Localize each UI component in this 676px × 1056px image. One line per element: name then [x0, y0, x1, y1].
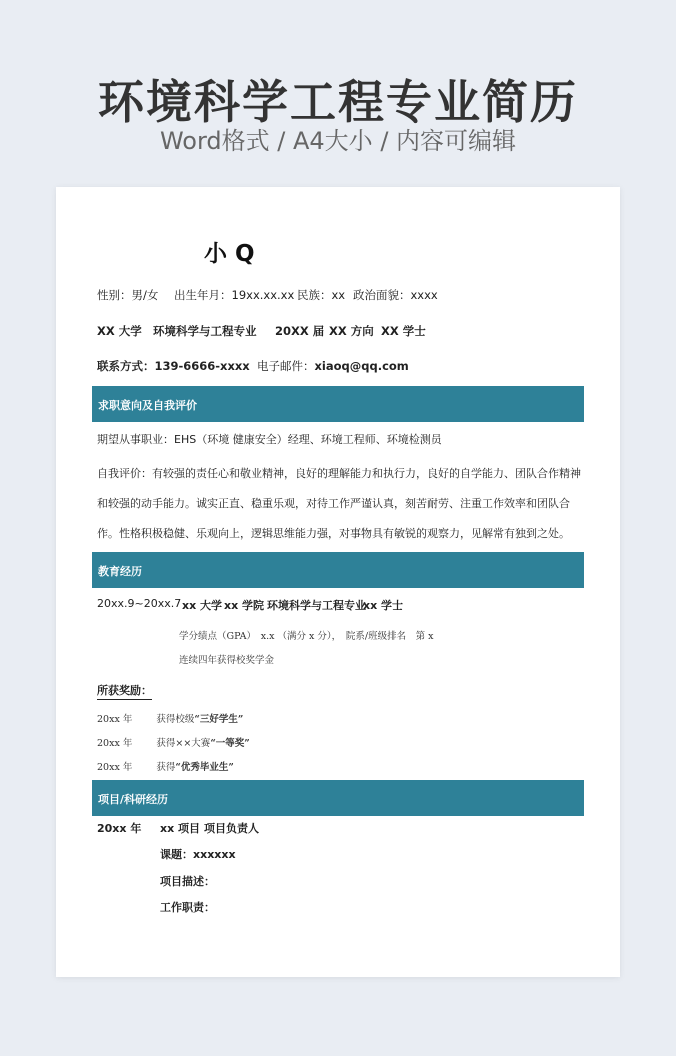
contact-email-value: xiaoq@qq.com [314, 359, 409, 373]
info-ethnicity: 民族：xx [297, 288, 346, 302]
banner-title: 环境科学工程专业简历 [98, 75, 578, 129]
project-duty-label: 工作职责： [160, 901, 215, 914]
info-politics: 政治面貌：xxxx [353, 288, 438, 302]
project-role: 项目负责人 [204, 822, 259, 835]
section-header-education-label: 教育经历 [98, 565, 142, 578]
school-major: 环境科学与工程专业 [153, 324, 257, 338]
section-header-intent-label: 求职意向及自我评价 [98, 399, 197, 412]
project-desc-label: 项目描述： [160, 875, 215, 888]
edu-scholarship: 连续四年获得校奖学金 [179, 655, 275, 666]
award-prefix: 获得 [156, 762, 176, 773]
section-header-education [92, 552, 584, 588]
resume-page [56, 187, 620, 977]
section-header-project-label: 项目/科研经历 [98, 793, 169, 806]
awards-label: 所获奖励： [97, 682, 152, 700]
self-evaluation: 自我评价：有较强的责任心和敬业精神，良好的理解能力和执行力，良好的自学能力、团队合作精神和较强的动手能力。诚实正直、稳重乐观，对待工作严谨认真，刻苦耐劳、注重工作效率和团队合作。性格积极稳健、乐观向上，逻辑思维能力强，对事物具有敏锐的观察力，见解常有独到之处。 [97, 467, 581, 540]
project-topic: 课题：xxxxxx [160, 848, 236, 861]
edu-university: xx 大学 [182, 599, 223, 612]
info-gender: 性别：男/女 [97, 288, 159, 302]
job-intent: 期望从事职业：EHS（环境 健康安全）经理、环境工程师、环境检测员 [97, 433, 442, 446]
edu-major: 环境科学与工程专业 [267, 599, 366, 612]
school-direction: XX 方向 [329, 324, 374, 338]
award-year: 20xx 年 [97, 738, 133, 749]
project-year: 20xx 年 [97, 822, 142, 835]
school-university: XX 大学 [97, 324, 142, 338]
award-item [97, 711, 243, 725]
edu-college: xx 学院 [224, 599, 265, 612]
edu-period: 20xx.9~20xx.7 [97, 597, 182, 610]
project-name: xx 项目 [160, 822, 201, 835]
contact-email [257, 358, 409, 374]
contact-phone [97, 358, 250, 374]
resume-name: 小 Q [204, 241, 255, 267]
school-degree: XX 学士 [381, 324, 426, 338]
edu-degree: xx 学士 [363, 599, 404, 612]
edu-gpa: 学分绩点（GPA） x.x （满分 x 分）， 院系/班级排名 第 x [179, 631, 434, 642]
award-year: 20xx 年 [97, 762, 133, 773]
award-item [97, 735, 250, 749]
section-header-intent [92, 386, 584, 422]
award-prefix: 获得××大赛 [156, 738, 211, 749]
award-prefix: 获得校级 [156, 714, 195, 725]
award-title: “优秀毕业生” [175, 762, 234, 773]
award-item [97, 759, 234, 773]
contact-email-label: 电子邮件： [257, 359, 315, 373]
contact-phone-label: 联系方式： [97, 359, 155, 373]
award-title: “三好学生” [194, 714, 244, 725]
school-grade: 20XX 届 [275, 324, 325, 338]
award-title: “一等奖” [210, 738, 250, 749]
contact-phone-value: 139-6666-xxxx [154, 359, 250, 373]
section-header-project [92, 780, 584, 816]
info-birth: 出生年月：19xx.xx.xx [174, 288, 295, 302]
award-year: 20xx 年 [97, 714, 133, 725]
banner-subtitle: Word格式 / A4大小 / 内容可编辑 [159, 127, 517, 155]
